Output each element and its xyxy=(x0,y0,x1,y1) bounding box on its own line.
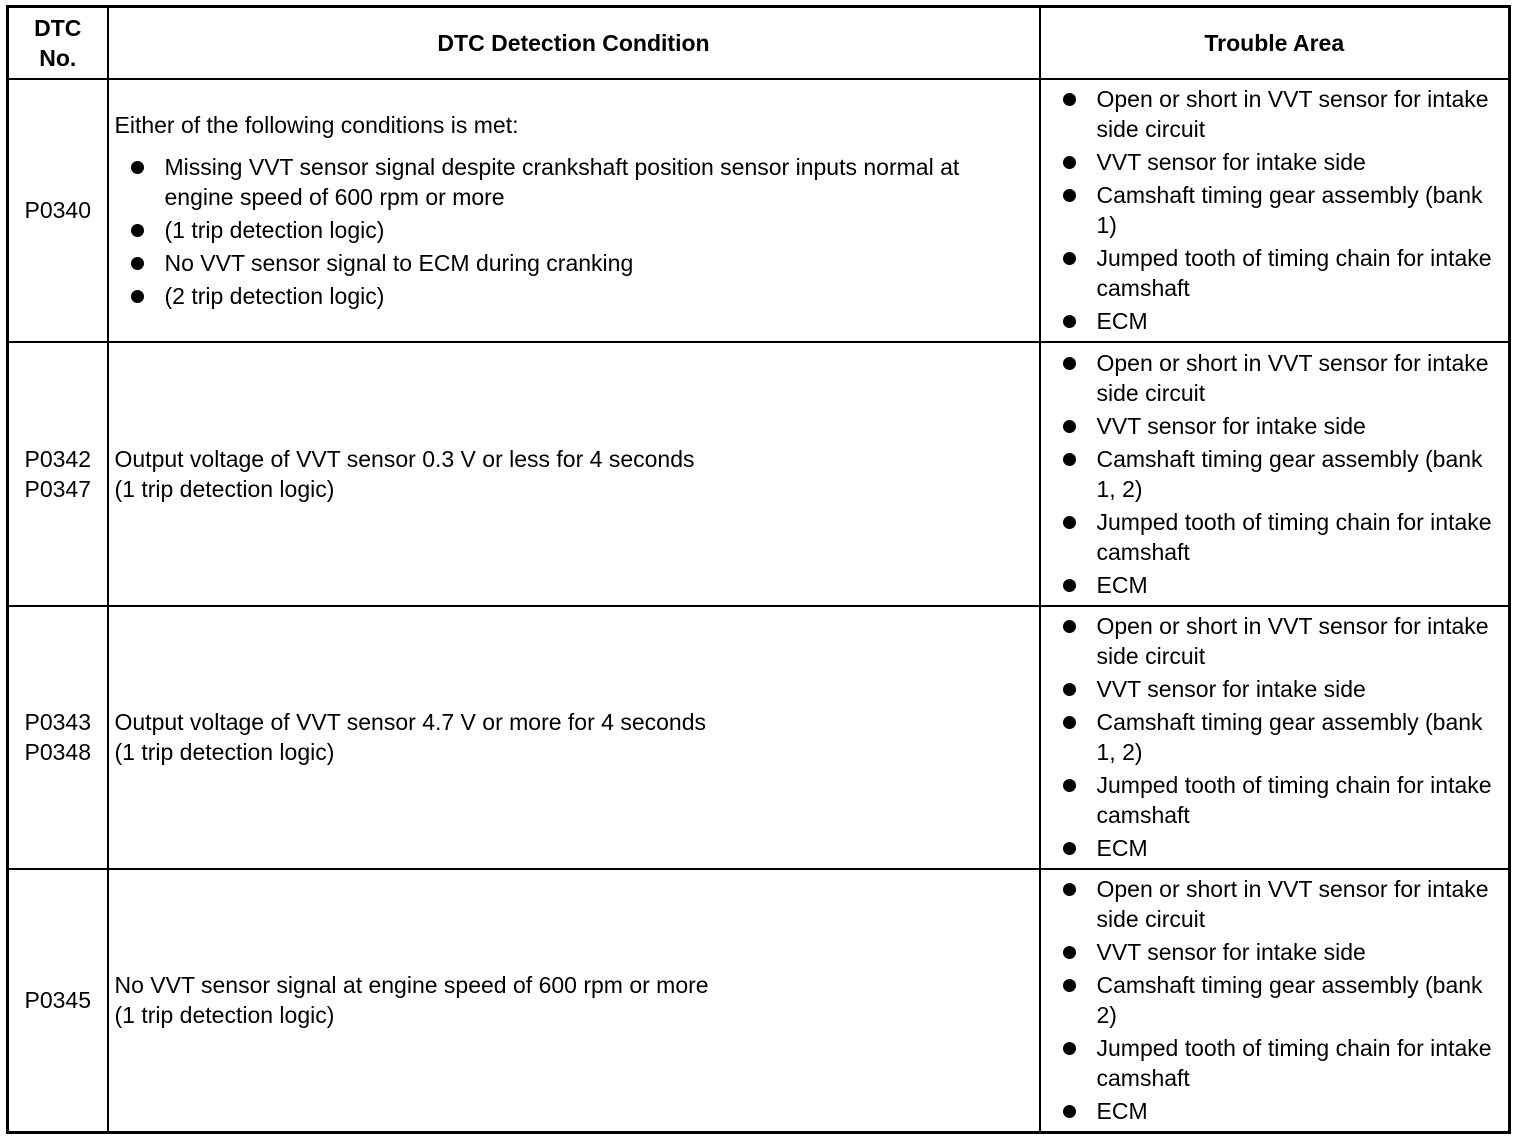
condition-bullet: (1 trip detection logic) xyxy=(129,215,1033,245)
condition-bullet-list xyxy=(129,152,1033,311)
trouble-area-cell xyxy=(1040,869,1510,1133)
header-dtc-no xyxy=(8,7,108,79)
trouble-area-item: Jumped tooth of timing chain for intake camshaft xyxy=(1061,507,1505,567)
header-row xyxy=(8,7,1510,79)
header-trouble-area: Trouble Area xyxy=(1040,7,1510,79)
condition-cell xyxy=(108,606,1040,869)
condition-line: (1 trip detection logic) xyxy=(114,475,335,502)
dtc-code: P0340 xyxy=(24,197,91,224)
condition-cell xyxy=(108,79,1040,342)
dtc-code: P0345 xyxy=(24,987,91,1014)
trouble-area-item: ECM xyxy=(1061,570,1505,600)
condition-cell xyxy=(108,869,1040,1133)
trouble-area-item: VVT sensor for intake side xyxy=(1061,411,1505,441)
trouble-area-item: Open or short in VVT sensor for intake side circuit xyxy=(1061,611,1505,671)
condition-bullet: (2 trip detection logic) xyxy=(129,281,1033,311)
dtc-table xyxy=(6,5,1511,1134)
trouble-area-list xyxy=(1061,874,1505,1126)
table-row xyxy=(8,606,1510,869)
table-row xyxy=(8,869,1510,1133)
trouble-area-cell xyxy=(1040,342,1510,605)
condition-line: Output voltage of VVT sensor 0.3 V or less for 4 seconds xyxy=(114,445,695,472)
trouble-area-item: Open or short in VVT sensor for intake side circuit xyxy=(1061,348,1505,408)
trouble-area-item: VVT sensor for intake side xyxy=(1061,147,1505,177)
dtc-code-cell xyxy=(8,79,108,342)
dtc-code: P0348 xyxy=(24,739,91,766)
condition-line: (1 trip detection logic) xyxy=(114,739,335,766)
trouble-area-item: Camshaft timing gear assembly (bank 1, 2) xyxy=(1061,707,1505,767)
table-row xyxy=(8,342,1510,605)
dtc-code: P0342 xyxy=(24,445,91,472)
trouble-area-item: Camshaft timing gear assembly (bank 1) xyxy=(1061,180,1505,240)
dtc-code-cell xyxy=(8,342,108,605)
trouble-area-cell xyxy=(1040,79,1510,342)
trouble-area-list xyxy=(1061,84,1505,336)
table-row xyxy=(8,79,1510,342)
trouble-area-list xyxy=(1061,348,1505,600)
header-no-line: No. xyxy=(39,44,77,71)
condition-bullet: No VVT sensor signal to ECM during cranking xyxy=(129,248,1033,278)
trouble-area-list xyxy=(1061,611,1505,863)
condition-bullet: Missing VVT sensor signal despite crankshaft position sensor inputs normal at engine speed of 600 rpm or more xyxy=(129,152,1033,212)
trouble-area-item: Open or short in VVT sensor for intake side circuit xyxy=(1061,84,1505,144)
condition-intro: Either of the following conditions is met: xyxy=(114,111,519,138)
trouble-area-item: Camshaft timing gear assembly (bank 1, 2) xyxy=(1061,444,1505,504)
trouble-area-item: VVT sensor for intake side xyxy=(1061,937,1505,967)
dtc-code-cell xyxy=(8,869,108,1133)
dtc-code: P0343 xyxy=(24,709,91,736)
header-condition: DTC Detection Condition xyxy=(108,7,1040,79)
trouble-area-cell xyxy=(1040,606,1510,869)
condition-line: Output voltage of VVT sensor 4.7 V or more for 4 seconds xyxy=(114,709,706,736)
trouble-area-item: VVT sensor for intake side xyxy=(1061,674,1505,704)
trouble-area-item: ECM xyxy=(1061,306,1505,336)
header-dtc-line: DTC xyxy=(34,14,82,41)
trouble-area-item: ECM xyxy=(1061,1096,1505,1126)
trouble-area-item: Camshaft timing gear assembly (bank 2) xyxy=(1061,970,1505,1030)
dtc-code-cell xyxy=(8,606,108,869)
condition-line: (1 trip detection logic) xyxy=(114,1002,335,1029)
condition-cell xyxy=(108,342,1040,605)
trouble-area-item: Open or short in VVT sensor for intake side circuit xyxy=(1061,874,1505,934)
trouble-area-item: ECM xyxy=(1061,833,1505,863)
trouble-area-item: Jumped tooth of timing chain for intake camshaft xyxy=(1061,770,1505,830)
dtc-code: P0347 xyxy=(24,475,91,502)
trouble-area-item: Jumped tooth of timing chain for intake camshaft xyxy=(1061,1033,1505,1093)
condition-line: No VVT sensor signal at engine speed of 600 rpm or more xyxy=(114,972,709,999)
trouble-area-item: Jumped tooth of timing chain for intake camshaft xyxy=(1061,243,1505,303)
